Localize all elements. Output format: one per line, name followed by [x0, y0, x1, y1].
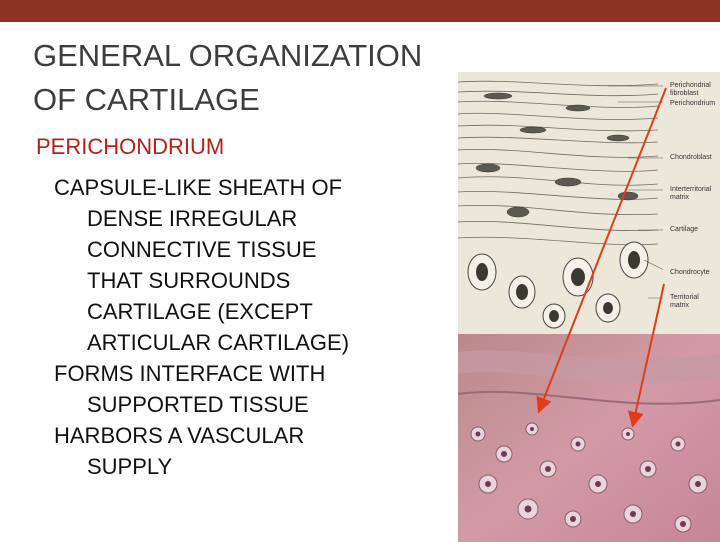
section-heading: PERICHONDRIUM — [36, 134, 225, 159]
bullet-line: ARTICULAR CARTILAGE) — [87, 330, 350, 355]
label-interterritorial-matrix: matrix — [670, 194, 690, 201]
label-interterritorial-matrix: Interterritorial — [670, 186, 712, 193]
bullet-line: THAT SURROUNDS — [87, 268, 291, 293]
cartilage-micrograph — [458, 334, 720, 542]
bullet-line: HARBORS A VASCULAR — [54, 423, 305, 448]
label-territorial-matrix: matrix — [670, 302, 690, 309]
bullet-line: DENSE IRREGULAR — [87, 206, 298, 231]
label-perichondrial-fibroblast: fibroblast — [670, 90, 699, 97]
label-cartilage: Cartilage — [670, 226, 699, 233]
title-line: OF CARTILAGE — [33, 82, 260, 117]
bullet-line: CARTILAGE (EXCEPT — [87, 299, 313, 324]
top-accent-bar — [0, 0, 720, 22]
label-perichondrium: Perichondrium — [670, 100, 716, 107]
bullet-line: CAPSULE-LIKE SHEATH OF — [54, 175, 343, 200]
bullet-paragraph — [54, 358, 454, 420]
bullet-paragraph — [54, 420, 454, 482]
title-line: GENERAL ORGANIZATION — [33, 38, 423, 73]
bullet-list — [54, 172, 454, 482]
bullet-paragraph — [54, 172, 454, 358]
label-territorial-matrix: Territorial — [670, 294, 699, 301]
bullet-line: CONNECTIVE TISSUE — [87, 237, 317, 262]
bullet-line: FORMS INTERFACE WITH — [54, 361, 326, 386]
label-chondrocyte: Chondrocyte — [670, 269, 710, 276]
label-perichondrial-fibroblast: Perichondrial — [670, 82, 711, 89]
bullet-line: SUPPLY — [87, 454, 173, 479]
bullet-line: SUPPORTED TISSUE — [87, 392, 309, 417]
slide-title — [33, 34, 463, 122]
label-chondroblast: Chondroblast — [670, 154, 712, 161]
cartilage-figure — [458, 72, 720, 542]
